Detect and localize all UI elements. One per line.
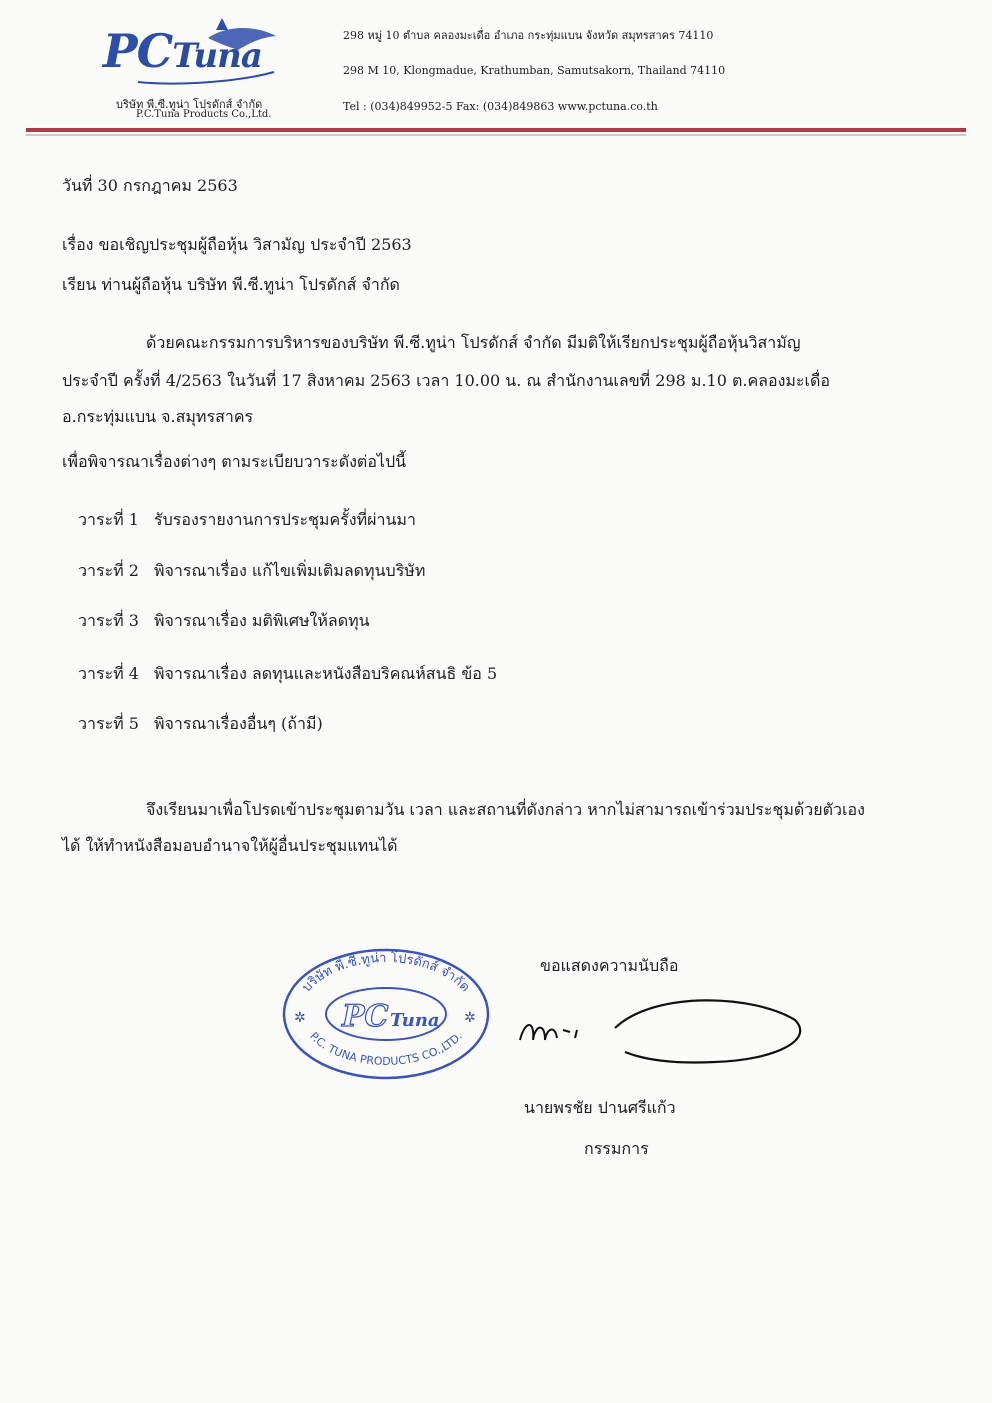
letter-date: วันที่ 30 กรกฎาคม 2563 xyxy=(62,176,238,195)
address-thai: 298 หมู่ 10 ตำบล คลองมะเดื่อ อำเภอ กระทุ่มแบน จังหวัด สมุทรสาคร 74110 xyxy=(343,29,714,42)
company-name-english: P.C.Tuna Products Co.,Ltd. xyxy=(136,109,272,120)
logo-text-main: PC xyxy=(103,24,173,78)
agenda-item-2-label: วาระที่ 2 xyxy=(78,561,139,580)
agenda-item-1-label: วาระที่ 1 xyxy=(78,510,139,529)
signer-title: กรรมการ xyxy=(584,1139,649,1158)
address-english: 298 M 10, Klongmadue, Krathumban, Samutsakorn, Thailand 74110 xyxy=(343,64,726,77)
stamp-center-text-main: PC xyxy=(342,999,389,1034)
letter-recipient: เรียน ท่านผู้ถือหุ้น บริษัท พี.ซี.ทูน่า โปรดักส์ จำกัด xyxy=(62,275,400,294)
signer-name: นายพรชัย ปานศรีแก้ว xyxy=(524,1098,676,1117)
agenda-item-3-text: พิจารณาเรื่อง มติพิเศษให้ลดทุน xyxy=(154,611,370,630)
company-stamp xyxy=(280,946,492,1082)
handwritten-signature xyxy=(515,980,805,1080)
agenda-item-5-text: พิจารณาเรื่องอื่นๆ (ถ้ามี) xyxy=(154,714,323,733)
closing-line-1: จึงเรียนมาเพื่อโปรดเข้าประชุมตามวัน เวลา และสถานที่ดังกล่าว หากไม่สามารถเข้าร่วมประชุมด้วยตัวเอง xyxy=(146,800,865,819)
letter-subject: เรื่อง ขอเชิญประชุมผู้ถือหุ้น วิสามัญ ประจำปี 2563 xyxy=(62,235,412,254)
stamp-outer-text-english: P.C. TUNA PRODUCTS CO.,LTD. xyxy=(307,1029,465,1068)
header-divider xyxy=(26,128,966,132)
agenda-intro: เพื่อพิจารณาเรื่องต่างๆ ตามระเบียบวาระดังต่อไปนี้ xyxy=(62,452,407,471)
stamp-outer-text-thai: บริษัท พี.ซี.ทูน่า โปรดักส์ จำกัด xyxy=(299,950,473,996)
agenda-item-4-label: วาระที่ 4 xyxy=(78,664,139,683)
company-name-thai: บริษัท พี.ซี.ทูน่า โปรดักส์ จำกัด xyxy=(116,98,263,111)
stamp-center-text-sub: Tuna xyxy=(390,1010,440,1031)
stamp-star-left-icon: ✲ xyxy=(294,1010,306,1026)
company-logo xyxy=(103,24,262,78)
header-divider-secondary xyxy=(26,134,966,136)
agenda-item-4-text: พิจารณาเรื่อง ลดทุนและหนังสือบริคณห์สนธิ ข้อ 5 xyxy=(154,664,498,683)
agenda-item-3-label: วาระที่ 3 xyxy=(78,611,139,630)
agenda-item-1-text: รับรองรายงานการประชุมครั้งที่ผ่านมา xyxy=(154,510,416,529)
agenda-item-2-text: พิจารณาเรื่อง แก้ไขเพิ่มเติมลดทุนบริษัท xyxy=(154,561,426,580)
intro-line-1: ด้วยคณะกรรมการบริหารของบริษัท พี.ซี.ทูน่า โปรดักส์ จำกัด มีมติให้เรียกประชุมผู้ถือหุ้นวิสามัญ xyxy=(146,333,801,352)
closing-line-2: ได้ ให้ทำหนังสือมอบอำนาจให้ผู้อื่นประชุมแทนได้ xyxy=(62,836,398,855)
logo-text-sub: Tuna xyxy=(172,36,262,76)
stamp-star-right-icon: ✲ xyxy=(464,1010,476,1026)
intro-line-2: ประจำปี ครั้งที่ 4/2563 ในวันที่ 17 สิงหาคม 2563 เวลา 10.00 น. ณ สำนักงานเลขที่ 298 ม.10 ต.คลองมะเดื่อ xyxy=(62,371,830,390)
contact-info: Tel : (034)849952-5 Fax: (034)849863 www.pctuna.co.th xyxy=(343,100,658,113)
closing-regards: ขอแสดงความนับถือ xyxy=(540,956,679,975)
intro-line-3: อ.กระทุ่มแบน จ.สมุทรสาคร xyxy=(62,407,254,426)
agenda-item-5-label: วาระที่ 5 xyxy=(78,714,139,733)
svg-text:P.C. TUNA PRODUCTS CO.,LTD. xyxy=(307,1030,465,1068)
